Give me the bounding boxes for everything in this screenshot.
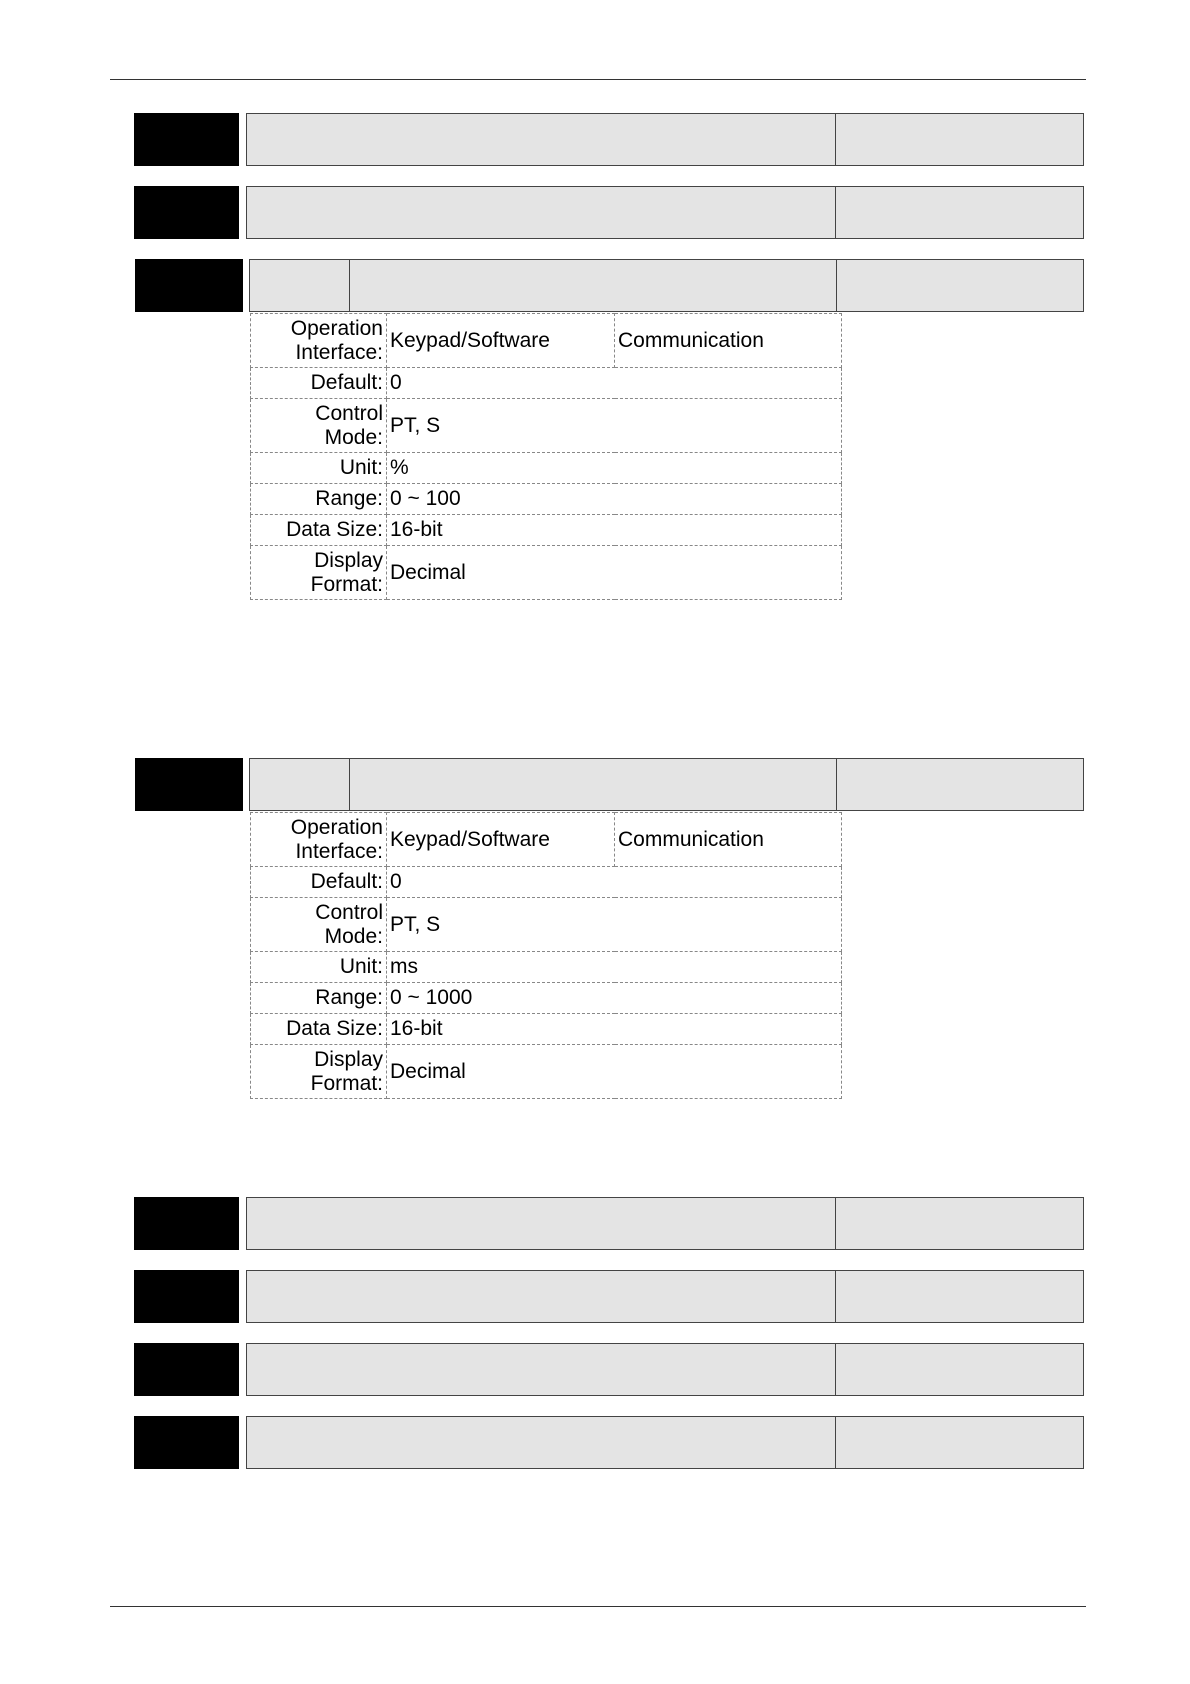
spec-label: Display Format: <box>251 546 387 600</box>
spec-label: Operation Interface: <box>251 813 387 867</box>
param-name-bar <box>246 1416 1084 1469</box>
param-spec-table <box>250 313 842 600</box>
param-code-block <box>134 1270 239 1323</box>
spec-value: 0 <box>387 867 842 898</box>
spec-value: Keypad/Software <box>387 314 615 368</box>
spec-label: Default: <box>251 368 387 399</box>
param-code-block <box>134 1416 239 1469</box>
param-name-bar <box>246 186 1084 239</box>
spec-row-range <box>251 983 842 1014</box>
spec-label: Display Format: <box>251 1045 387 1099</box>
header-rule <box>110 79 1086 80</box>
spec-value: 0 ~ 100 <box>387 484 842 515</box>
spec-value: 0 ~ 1000 <box>387 983 842 1014</box>
spec-row-default <box>251 867 842 898</box>
bar-divider <box>836 759 837 810</box>
spec-label: Unit: <box>251 952 387 983</box>
spec-value: Decimal <box>387 1045 842 1099</box>
spec-row-unit <box>251 453 842 484</box>
spec-value: Keypad/Software <box>387 813 615 867</box>
param-name-bar <box>246 1343 1084 1396</box>
spec-value: 0 <box>387 368 842 399</box>
spec-label: Data Size: <box>251 1014 387 1045</box>
spec-value: % <box>387 453 842 484</box>
param-code-block <box>134 1197 239 1250</box>
spec-row-data-size <box>251 1014 842 1045</box>
spec-label: Data Size: <box>251 515 387 546</box>
param-code-block <box>134 113 239 166</box>
spec-row-control-mode <box>251 898 842 952</box>
bar-divider <box>349 260 350 311</box>
param-name-bar <box>246 113 1084 166</box>
param-name-bar <box>249 259 1084 312</box>
spec-value: 16-bit <box>387 515 842 546</box>
bar-divider <box>836 260 837 311</box>
bar-divider <box>835 114 836 165</box>
spec-value: ms <box>387 952 842 983</box>
spec-label: Operation Interface: <box>251 314 387 368</box>
param-name-bar <box>246 1197 1084 1250</box>
param-spec-table <box>250 812 842 1099</box>
spec-label: Range: <box>251 484 387 515</box>
spec-row-operation-interface <box>251 314 842 368</box>
spec-value: Decimal <box>387 546 842 600</box>
spec-row-default <box>251 368 842 399</box>
spec-row-control-mode <box>251 399 842 453</box>
spec-label: Range: <box>251 983 387 1014</box>
spec-row-display-format <box>251 1045 842 1099</box>
spec-value: Communication <box>615 813 842 867</box>
spec-label: Control Mode: <box>251 898 387 952</box>
spec-row-data-size <box>251 515 842 546</box>
param-code-block <box>134 186 239 239</box>
spec-row-range <box>251 484 842 515</box>
spec-value: 16-bit <box>387 1014 842 1045</box>
spec-label: Control Mode: <box>251 399 387 453</box>
spec-label: Unit: <box>251 453 387 484</box>
bar-divider <box>835 1198 836 1249</box>
spec-row-display-format <box>251 546 842 600</box>
footer-rule <box>110 1606 1086 1607</box>
bar-divider <box>835 1417 836 1468</box>
param-name-bar <box>249 758 1084 811</box>
spec-row-unit <box>251 952 842 983</box>
param-code-block <box>135 758 243 811</box>
param-code-block <box>134 1343 239 1396</box>
spec-value: PT, S <box>387 898 842 952</box>
bar-divider <box>835 1271 836 1322</box>
param-name-bar <box>246 1270 1084 1323</box>
bar-divider <box>349 759 350 810</box>
bar-divider <box>835 1344 836 1395</box>
bar-divider <box>835 187 836 238</box>
spec-value: Communication <box>615 314 842 368</box>
spec-value: PT, S <box>387 399 842 453</box>
param-code-block <box>135 259 243 312</box>
spec-label: Default: <box>251 867 387 898</box>
spec-row-operation-interface <box>251 813 842 867</box>
